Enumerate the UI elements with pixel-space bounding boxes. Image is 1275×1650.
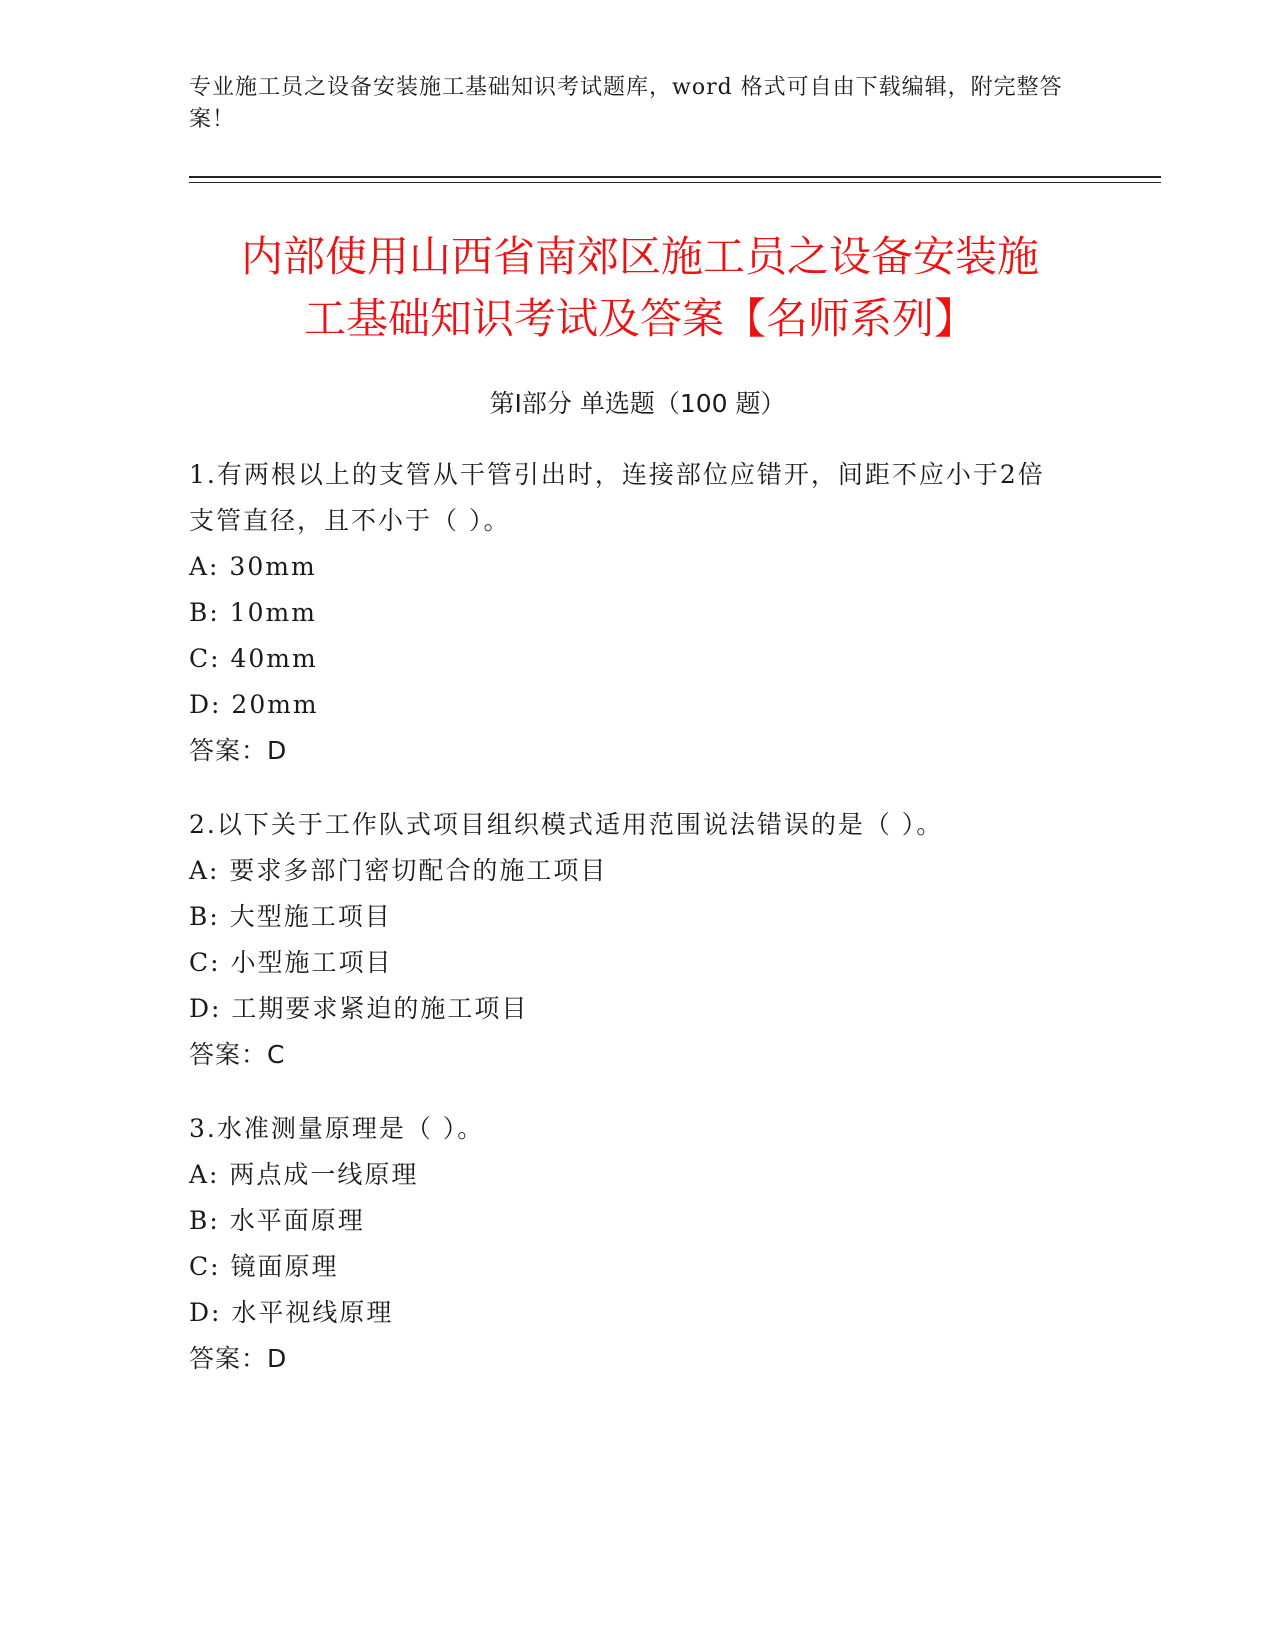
header-note: 专业施工员之设备安装施工基础知识考试题库，word 格式可自由下载编辑，附完整答案！ bbox=[189, 75, 1063, 132]
question-stem: 2.以下关于工作队式项目组织模式适用范围说法错误的是（ ）。 bbox=[189, 810, 944, 839]
option-d: D: 工期要求紧迫的施工项目 bbox=[189, 994, 529, 1023]
option-b: B: 大型施工项目 bbox=[189, 902, 392, 931]
option-b: B: 水平面原理 bbox=[189, 1206, 365, 1235]
title-line-2: 工基础知识考试及答案【名师系列】 bbox=[303, 294, 976, 343]
answer: 答案：D bbox=[189, 736, 288, 765]
option-c: C: 40mm bbox=[189, 644, 318, 673]
header-divider-thin bbox=[189, 182, 1161, 183]
option-a: A: 要求多部门密切配合的施工项目 bbox=[189, 856, 608, 885]
question-2 bbox=[189, 802, 1069, 1078]
section-heading: 第Ⅰ部分 单选题（100 题） bbox=[489, 389, 786, 418]
option-b: B: 10mm bbox=[189, 598, 317, 627]
option-a: A: 30mm bbox=[189, 552, 317, 581]
header-divider bbox=[189, 176, 1161, 178]
question-1 bbox=[189, 452, 1069, 774]
answer: 答案：D bbox=[189, 1344, 288, 1373]
option-c: C: 小型施工项目 bbox=[189, 948, 393, 977]
title-line-1: 内部使用山西省南郊区施工员之设备安装施 bbox=[240, 232, 1039, 281]
question-stem: 3.水准测量原理是（ ）。 bbox=[189, 1114, 485, 1143]
question-stem: 1.有两根以上的支管从干管引出时，连接部位应错开，间距不应小于2倍支管直径，且不小于（ ）。 bbox=[189, 460, 1045, 535]
option-d: D: 20mm bbox=[189, 690, 319, 719]
option-a: A: 两点成一线原理 bbox=[189, 1160, 419, 1189]
option-d: D: 水平视线原理 bbox=[189, 1298, 394, 1327]
answer: 答案：C bbox=[189, 1040, 286, 1069]
question-3 bbox=[189, 1106, 1069, 1382]
option-c: C: 镜面原理 bbox=[189, 1252, 339, 1281]
document-title bbox=[160, 226, 1120, 350]
